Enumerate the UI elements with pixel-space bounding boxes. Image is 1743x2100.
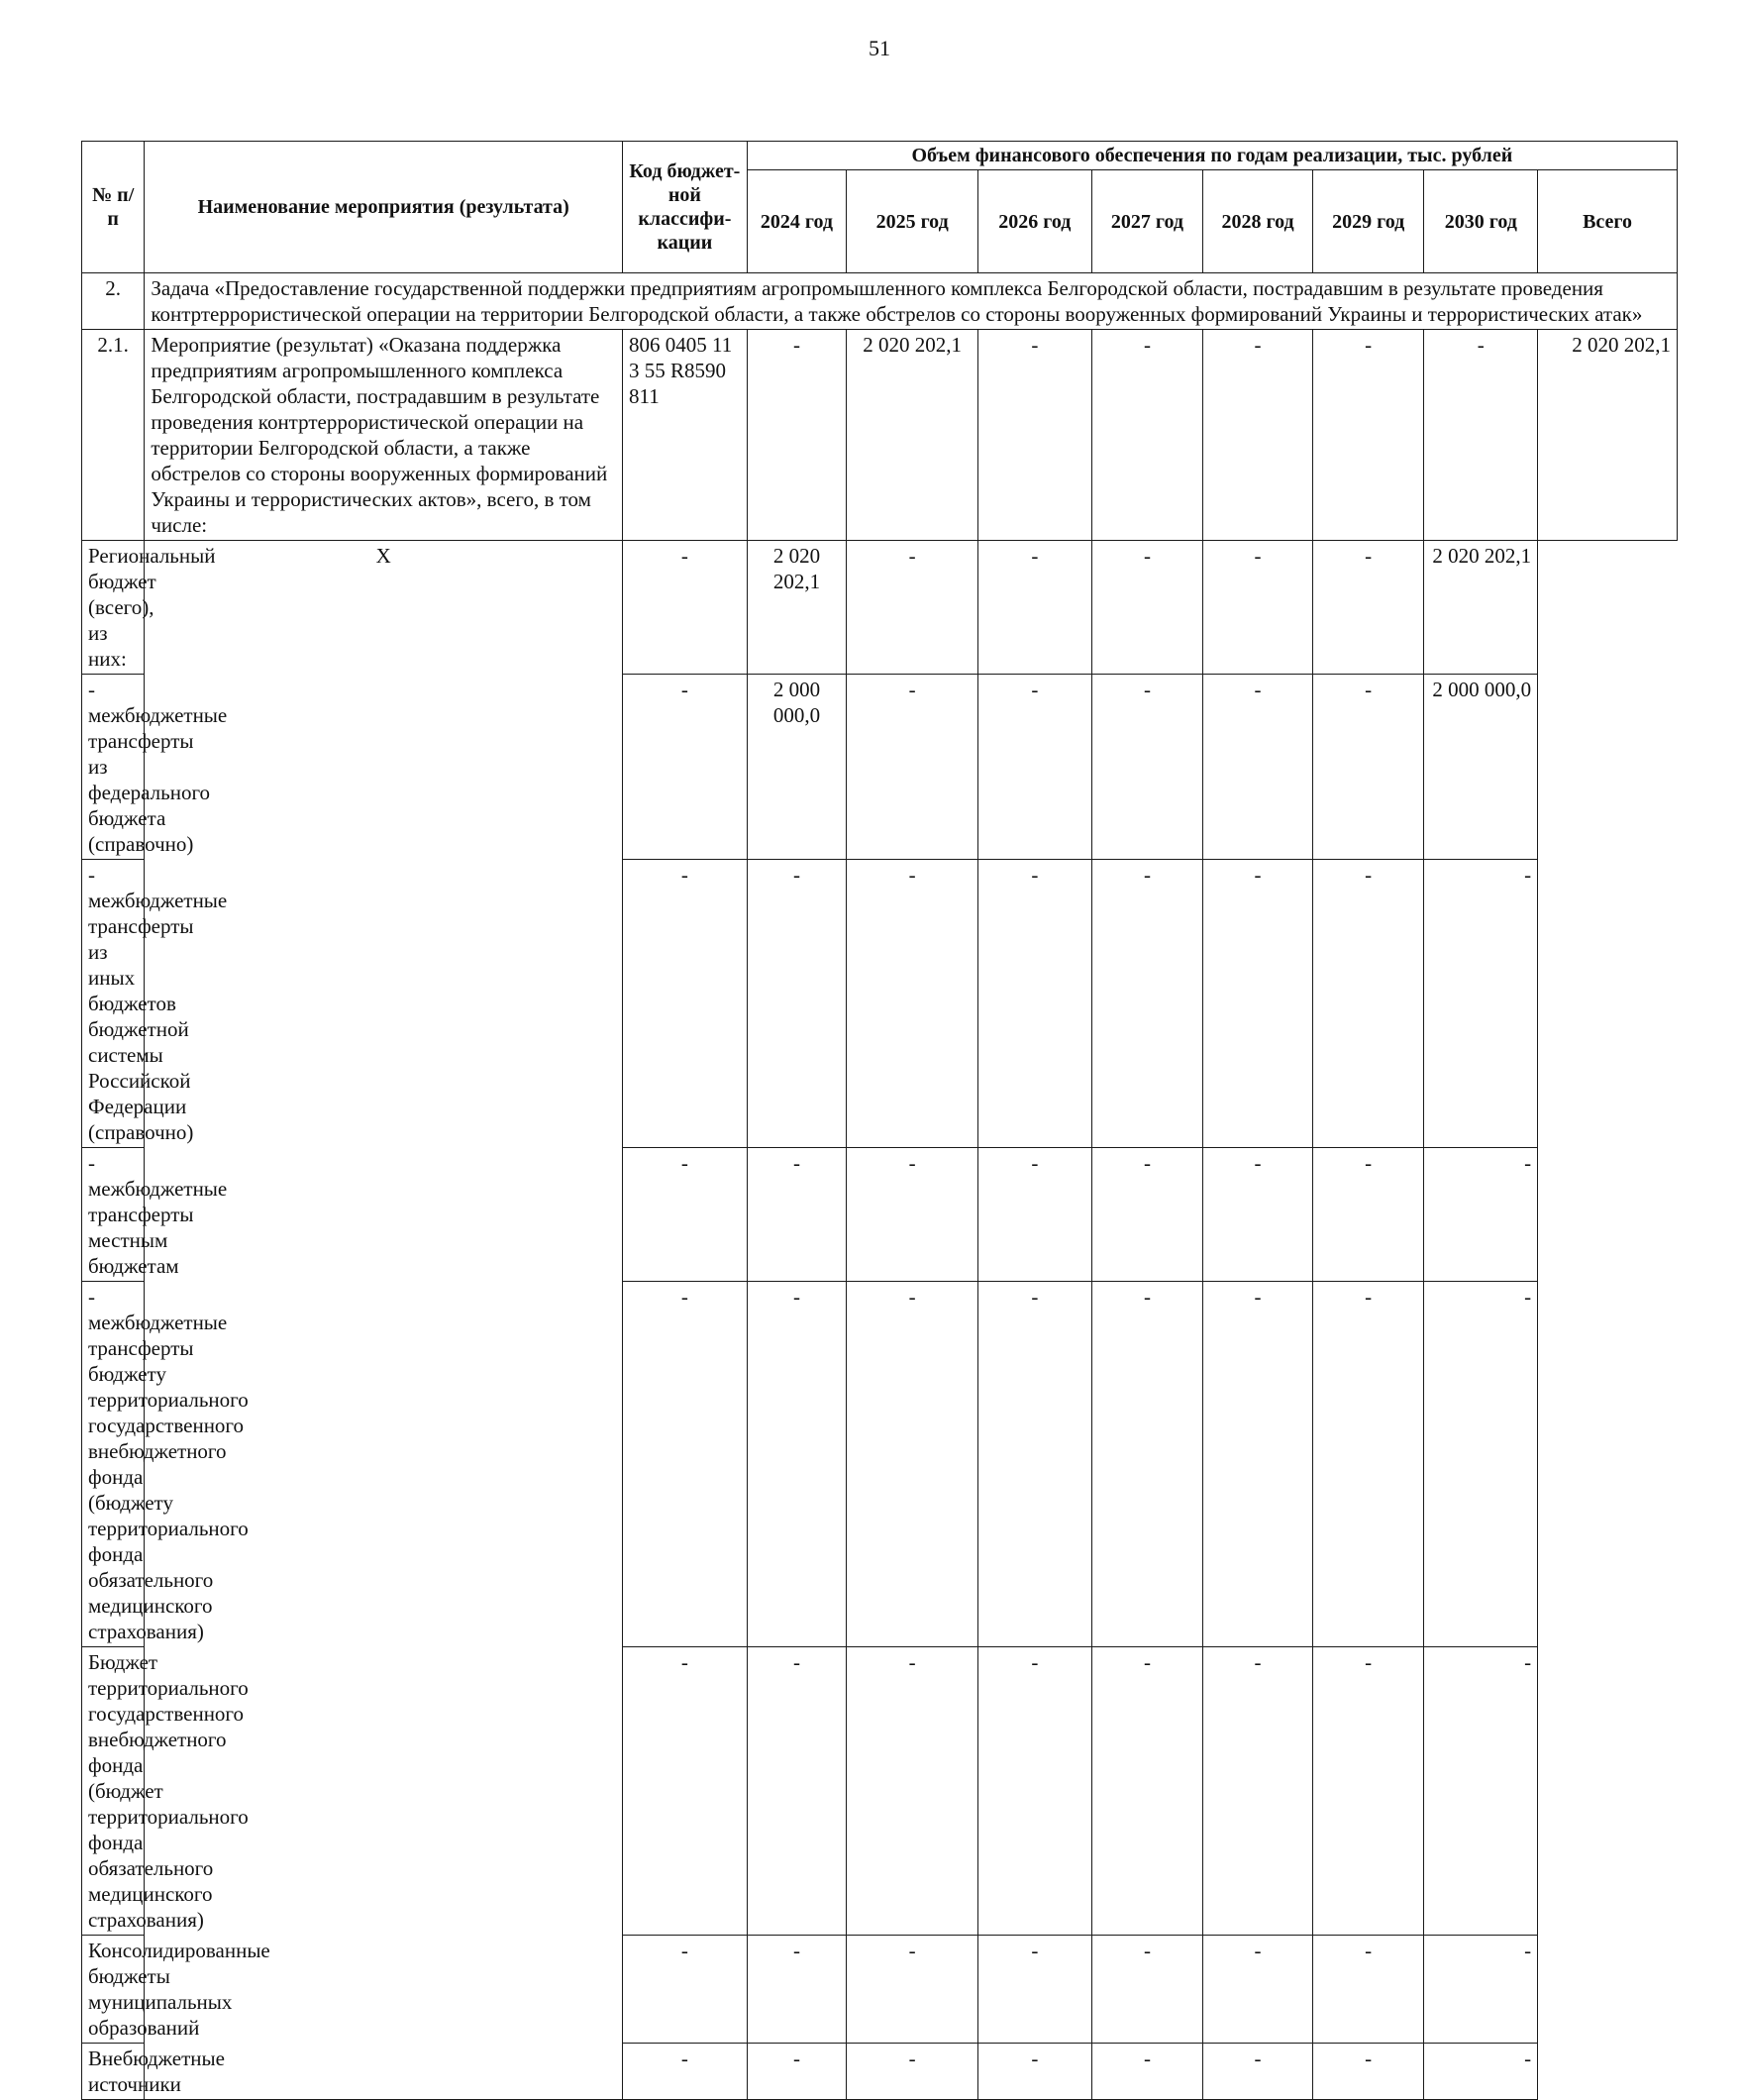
row-value: - (847, 860, 978, 1148)
row-name: - межбюджетные трансферты из федерального бюджета (справочно) (82, 675, 145, 860)
row-total: - (1424, 1647, 1538, 1936)
row-total: - (1424, 2044, 1538, 2100)
header-year-2024: 2024 год (747, 170, 847, 273)
row-value: 2 020 202,1 (747, 541, 847, 675)
row-total: - (1424, 1282, 1538, 1647)
row-value: - (978, 860, 1092, 1148)
row-value: - (1312, 541, 1424, 675)
row-value: - (747, 1282, 847, 1647)
row-value: - (1091, 1148, 1203, 1282)
row-value: - (1203, 675, 1313, 860)
measure-name: Мероприятие (результат) «Оказана поддержка предприятиям агропромышленного комплекса Белгородской области, пострадавшим в результате проведения контртеррористической операции на территории Белгородской области, а также обстрелов со стороны вооруженных формирований Украины и террористических актов», всего, в том числе: (145, 330, 623, 541)
row-value: - (978, 675, 1092, 860)
row-value: - (978, 2044, 1092, 2100)
row-value: - (1091, 1647, 1203, 1936)
row-value: - (623, 1282, 748, 1647)
task-row (82, 273, 1678, 330)
row-value: - (1091, 1282, 1203, 1647)
measure-value-2028: - (1203, 330, 1313, 541)
page-number: 51 (869, 36, 890, 60)
measure-value-2029: - (1312, 330, 1424, 541)
header-volume: Объем финансового обеспечения по годам реализации, тыс. рублей (747, 142, 1677, 170)
row-name: - межбюджетные трансферты местным бюджетам (82, 1148, 145, 1282)
row-value: - (1312, 860, 1424, 1148)
measure-value-2024: - (747, 330, 847, 541)
row-value: - (1312, 1936, 1424, 2044)
row-value: - (978, 1148, 1092, 1282)
row-value: - (623, 541, 748, 675)
row-value: - (1203, 541, 1313, 675)
row-value: - (623, 675, 748, 860)
row-value: - (1091, 2044, 1203, 2100)
row-total: - (1424, 1936, 1538, 2044)
row-value: - (978, 1282, 1092, 1647)
header-name: Наименование мероприятия (результата) (145, 142, 623, 273)
table-row (82, 541, 1678, 675)
row-name: Бюджет территориального государственного внебюджетного фонда (бюджет территориального фонда обязательного медицинского страхования) (82, 1647, 145, 1936)
header-num: № п/п (82, 142, 145, 273)
row-value: - (978, 1936, 1092, 2044)
row-value: - (1203, 1282, 1313, 1647)
header-year-2027: 2027 год (1091, 170, 1203, 273)
row-value: - (1091, 1936, 1203, 2044)
row-name: - межбюджетные трансферты из иных бюджетов бюджетной системы Российской Федерации (справочно) (82, 860, 145, 1148)
row-value: - (747, 2044, 847, 2100)
row-value: - (1312, 675, 1424, 860)
row-value: - (1203, 1148, 1313, 1282)
row-value: - (1312, 2044, 1424, 2100)
header-code: Код бюджет-ной классифи-кации (623, 142, 748, 273)
row-value: - (623, 860, 748, 1148)
row-value: - (747, 1936, 847, 2044)
row-value: - (1203, 2044, 1313, 2100)
row-name: Внебюджетные источники (82, 2044, 145, 2100)
header-year-2030: 2030 год (1424, 170, 1538, 273)
row-total: 2 020 202,1 (1424, 541, 1538, 675)
row-value: 2 000 000,0 (747, 675, 847, 860)
row-value: - (847, 675, 978, 860)
row-value: - (847, 541, 978, 675)
row-value: - (1312, 1282, 1424, 1647)
row-value: - (623, 2044, 748, 2100)
row-name: Региональный бюджет (всего), из них: (82, 541, 145, 675)
row-value: - (1203, 860, 1313, 1148)
row-value: - (1091, 675, 1203, 860)
measure-value-2030: - (1424, 330, 1538, 541)
task-text: Задача «Предоставление государственной поддержки предприятиям агропромышленного комплекса Белгородской области, пострадавшим в результате проведения контртеррористической операции на территории Белгородской области, а также обстрелов со стороны вооруженных формирований Украины и террористических атак» (145, 273, 1678, 330)
measure-value-2026: - (978, 330, 1092, 541)
task-num: 2. (82, 273, 145, 330)
measure-num: 2.1. (82, 330, 145, 541)
measure-total: 2 020 202,1 (1538, 330, 1678, 541)
row-value: - (847, 1148, 978, 1282)
financing-table (81, 141, 1678, 2100)
header-total: Всего (1538, 170, 1678, 273)
row-value: - (847, 1647, 978, 1936)
row-value: - (847, 2044, 978, 2100)
row-value: - (847, 1282, 978, 1647)
row-value: - (1091, 541, 1203, 675)
row-value: - (847, 1936, 978, 2044)
sub-code: X (145, 541, 623, 2100)
header-year-2025: 2025 год (847, 170, 978, 273)
row-total: 2 000 000,0 (1424, 675, 1538, 860)
measure-value-2027: - (1091, 330, 1203, 541)
measure-value-2025: 2 020 202,1 (847, 330, 978, 541)
row-name: Консолидированные бюджеты муниципальных образований (82, 1936, 145, 2044)
row-value: - (623, 1936, 748, 2044)
row-value: - (1312, 1647, 1424, 1936)
row-value: - (623, 1647, 748, 1936)
row-total: - (1424, 1148, 1538, 1282)
row-value: - (978, 1647, 1092, 1936)
row-value: - (1312, 1148, 1424, 1282)
row-value: - (1203, 1936, 1313, 2044)
row-value: - (978, 541, 1092, 675)
header-year-2029: 2029 год (1312, 170, 1424, 273)
row-value: - (1091, 860, 1203, 1148)
row-value: - (1203, 1647, 1313, 1936)
row-value: - (747, 1647, 847, 1936)
row-value: - (747, 860, 847, 1148)
row-value: - (623, 1148, 748, 1282)
header-year-2028: 2028 год (1203, 170, 1313, 273)
header-year-2026: 2026 год (978, 170, 1092, 273)
row-name: - межбюджетные трансферты бюджету территориального государственного внебюджетного фонда (бюджету территориального фонда обязательного медицинского страхования) (82, 1282, 145, 1647)
row-value: - (747, 1148, 847, 1282)
measure-code: 806 0405 11 3 55 R8590 811 (623, 330, 748, 541)
row-total: - (1424, 860, 1538, 1148)
measure-row (82, 330, 1678, 541)
